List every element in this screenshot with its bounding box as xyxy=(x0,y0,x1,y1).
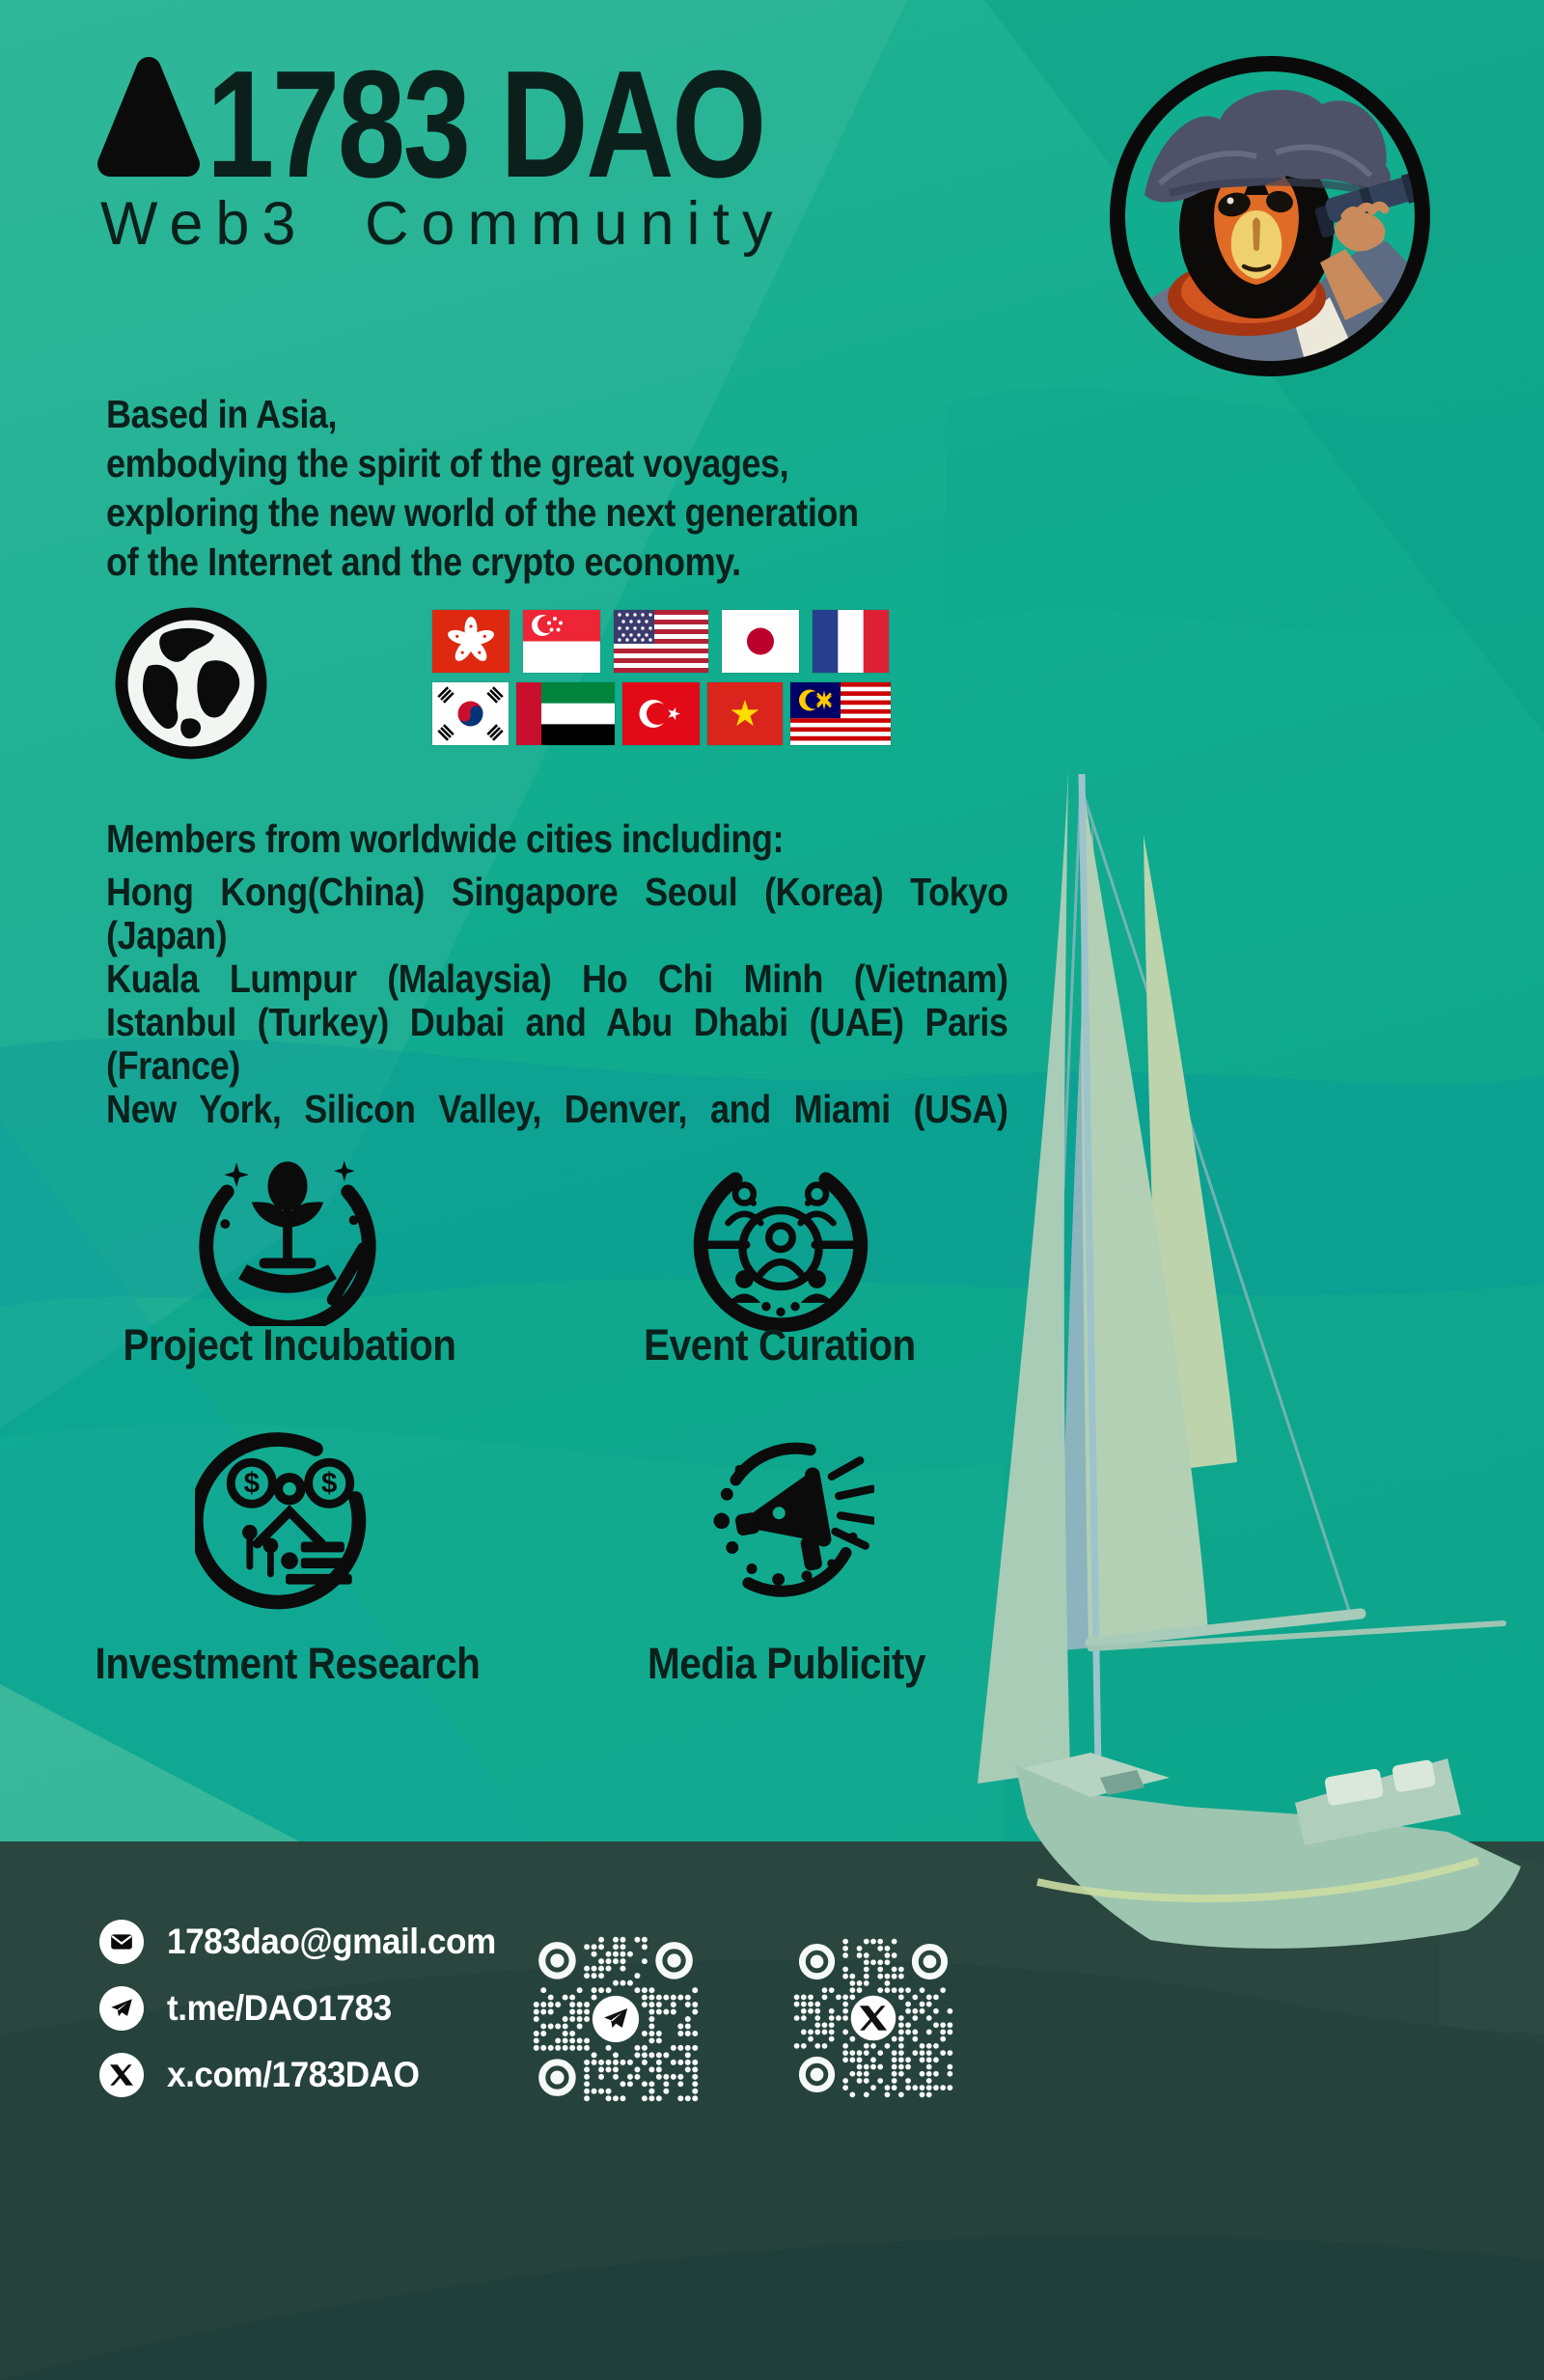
flag-malaysia xyxy=(790,682,891,745)
globe-icon xyxy=(114,606,268,761)
contact-telegram-label: t.me/DAO1783 xyxy=(167,1988,392,2028)
x-icon xyxy=(99,2053,144,2097)
email-icon xyxy=(99,1920,144,1964)
intro-line: embodying the spirit of the great voyages, xyxy=(106,441,789,485)
svg-text:$: $ xyxy=(243,1467,260,1500)
contact-list xyxy=(99,1919,513,2098)
finance-analysis-icon xyxy=(195,1426,384,1616)
flag-vietnam xyxy=(707,682,783,745)
cities-line: Hong Kong(China) Singapore Seoul (Korea) Tokyo (Japan) xyxy=(106,870,1008,957)
intro-line: of the Internet and the crypto economy. xyxy=(106,540,741,584)
people-group-icon xyxy=(690,1150,871,1332)
flags-grid xyxy=(432,610,891,745)
telegram-qr-code[interactable] xyxy=(533,1936,699,2102)
feature-label-project-incubation: Project Incubation xyxy=(123,1320,456,1370)
contact-email-label: 1783dao@gmail.com xyxy=(167,1922,496,1961)
brand-subtitle: Web3 Community xyxy=(100,190,786,258)
svg-text:$: $ xyxy=(320,1467,338,1500)
feature-label-investment-research: Investment Research xyxy=(95,1639,481,1688)
flags-row-2 xyxy=(432,682,891,745)
intro-paragraph xyxy=(106,390,1023,587)
contact-telegram[interactable] xyxy=(99,1985,513,2032)
cities-line: Kuala Lumpur (Malaysia) Ho Chi Minh (Vietnam) xyxy=(106,956,1008,1001)
x-qr-code[interactable] xyxy=(793,1938,953,2098)
plant-in-hand-icon xyxy=(193,1137,382,1326)
intro-line: Based in Asia, xyxy=(106,392,338,436)
cities-line: Istanbul (Turkey) Dubai and Abu Dhabi (UAE) Paris (France) xyxy=(106,1000,1008,1088)
flags-row-1 xyxy=(432,610,891,673)
flag-united-states xyxy=(614,610,708,673)
telegram-icon xyxy=(99,1986,144,2031)
flag-hong-kong xyxy=(432,610,510,673)
rounded-triangle-icon xyxy=(95,56,203,183)
contact-x[interactable] xyxy=(99,2052,513,2098)
flag-japan xyxy=(722,610,799,673)
members-cities xyxy=(106,871,1008,1131)
flag-turkey xyxy=(622,682,700,745)
contact-email[interactable] xyxy=(99,1919,513,1965)
feature-label-event-curation: Event Curation xyxy=(644,1320,916,1370)
cities-line: New York, Silicon Valley, Denver, and Miami (USA) xyxy=(106,1087,1008,1131)
members-heading: Members from worldwide cities including: xyxy=(106,816,785,861)
contact-x-label: x.com/1783DAO xyxy=(167,2055,420,2094)
flag-uae xyxy=(516,682,615,745)
flag-singapore xyxy=(523,610,600,673)
feature-label-media-publicity: Media Publicity xyxy=(647,1639,926,1688)
pirate-monkey-telescope-avatar xyxy=(1102,48,1438,384)
intro-line: exploring the new world of the next generation xyxy=(106,490,859,535)
megaphone-icon xyxy=(697,1430,874,1608)
sailboat-illustration xyxy=(946,743,1544,1950)
flag-south-korea xyxy=(432,682,509,745)
brand-title: 1783 DAO xyxy=(207,40,764,209)
flag-france xyxy=(813,610,889,673)
